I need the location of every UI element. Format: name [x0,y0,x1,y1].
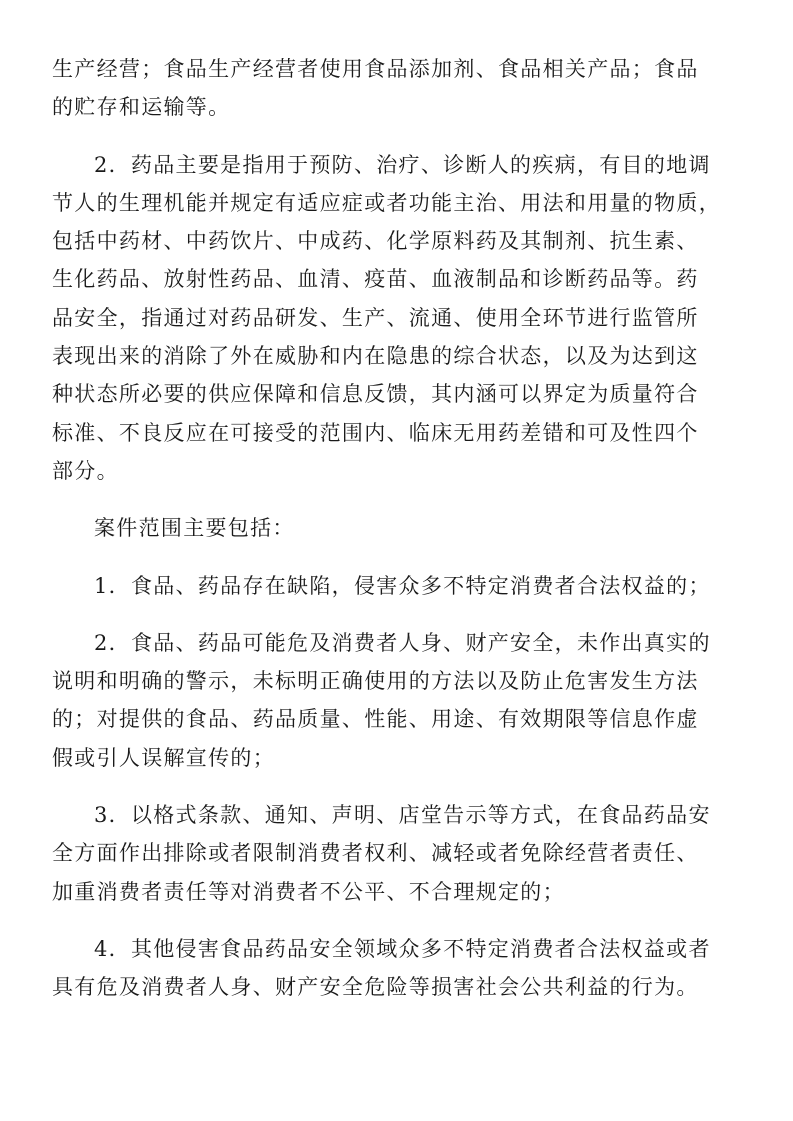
text-line: 具有危及消费者人身、财产安全危险等损害社会公共利益的行为。 [52,975,699,1000]
text-line: 生产经营；食品生产经营者使用食品添加剂、食品相关产品；食品 [52,57,699,81]
paragraph-case-item-2 [52,624,744,777]
text-line: 1．食品、药品存在缺陷，侵害众多不特定消费者合法权益的； [94,573,711,598]
text-line: 部分。 [52,458,119,483]
text-line: 标准、不良反应在可接受的范围内、临床无用药差错和可及性四个 [52,420,699,445]
text-line: 包括中药材、中药饮片、中成药、化学原料药及其制剂、抗生素、 [52,229,699,254]
text-line: 表现出来的消除了外在威胁和内在隐患的综合状态，以及为达到这 [52,344,699,369]
text-line: 加重消费者责任等对消费者不公平、不合理规定的； [52,879,565,904]
paragraph-drug-definition [52,146,744,491]
text-line: 3．以格式条款、通知、声明、店堂告示等方式，在食品药品安 [94,803,711,828]
text-line: 的贮存和运输等。 [52,95,231,120]
text-line: 全方面作出排除或者限制消费者权利、减轻或者免除经营者责任、 [52,841,699,866]
text-line: 案件范围主要包括： [94,516,295,541]
text-line: 2．食品、药品可能危及消费者人身、财产安全，未作出真实的 [94,630,711,655]
paragraph-case-scope-heading [52,509,744,547]
paragraph-case-item-4 [52,930,744,1007]
text-line: 2．药品主要是指用于预防、治疗、诊断人的疾病，有目的地调 [94,152,711,177]
text-line: 4．其他侵害食品药品安全领域众多不特定消费者合法权益或者 [94,936,711,961]
paragraph-case-item-3 [52,796,744,911]
document-body [52,50,744,1007]
text-line: 生化药品、放射性药品、血清、疫苗、血液制品和诊断药品等。药 [52,267,699,292]
text-line: 节人的生理机能并规定有适应症或者功能主治、用法和用量的物质， [52,190,721,215]
text-line: 的；对提供的食品、药品质量、性能、用途、有效期限等信息作虚 [52,707,699,732]
paragraph-case-item-1 [52,567,744,605]
paragraph-food-scope-continued [52,50,744,127]
text-line: 品安全，指通过对药品研发、生产、流通、使用全环节进行监管所 [52,305,699,330]
text-line: 种状态所必要的供应保障和信息反馈，其内涵可以界定为质量符合 [52,382,699,407]
text-line: 假或引人误解宣传的； [52,745,275,770]
text-line: 说明和明确的警示，未标明正确使用的方法以及防止危害发生方法 [52,669,699,694]
